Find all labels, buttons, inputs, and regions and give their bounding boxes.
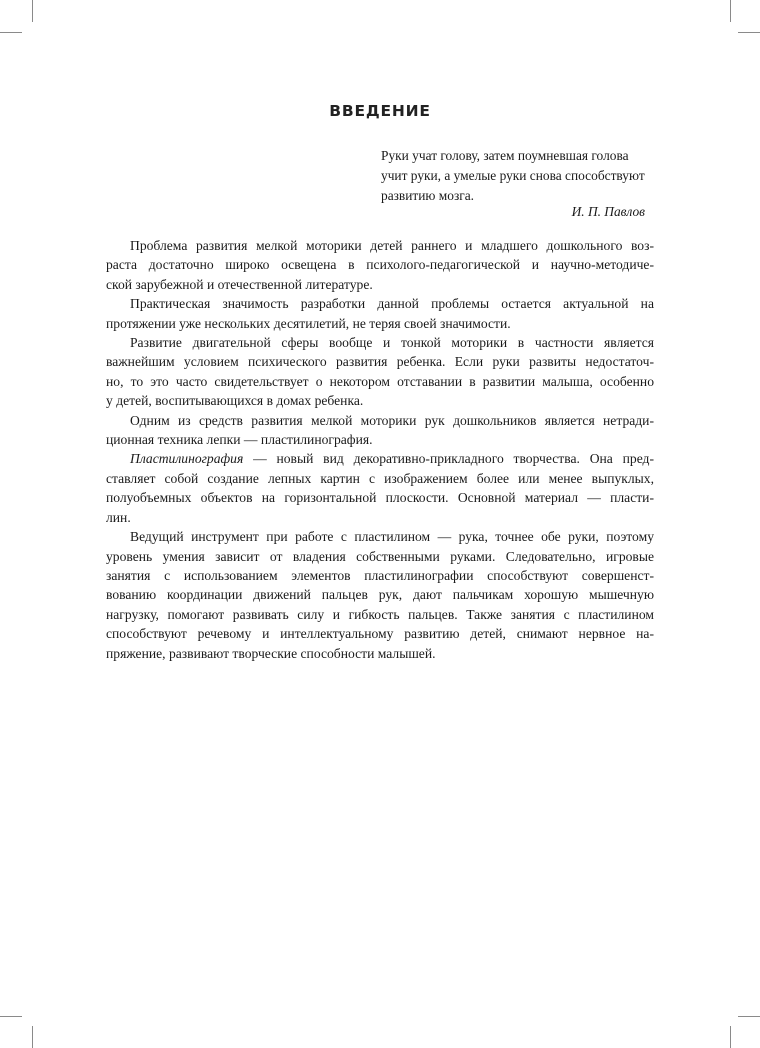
text-line: уровень умения зависит от владения собственными руками. Следовательно, игровые bbox=[106, 548, 654, 564]
text-line: занятия с использованием элементов пластилинографии способствуют совершенст- bbox=[106, 567, 654, 583]
text-line: Одним из средств развития мелкой моторики рук дошкольников является нетради- bbox=[130, 412, 654, 428]
text-line: Ведущий инструмент при работе с пластилином — рука, точнее обе руки, поэтому bbox=[130, 529, 654, 545]
text-line: нагрузку, помогают развивать силу и гибкость пальцев. Также занятия с пластилином bbox=[106, 606, 654, 622]
crop-mark-top-left-h bbox=[0, 32, 22, 33]
crop-mark-top-right bbox=[730, 0, 731, 22]
text-line-rest: — новый вид декоративно-прикладного творчества. Она пред- bbox=[253, 451, 654, 467]
crop-mark-top-left bbox=[32, 0, 33, 22]
epigraph-line: развитию мозга. bbox=[381, 188, 475, 203]
text-line: важнейшим условием психического развития ребенка. Если руки развиты недостаточ- bbox=[106, 354, 654, 370]
text-line: ционная техника лепки — пластилинография. bbox=[106, 432, 373, 448]
text-line: раста достаточно широко освещена в психолого-педагогической и научно-методиче- bbox=[106, 257, 654, 273]
epigraph-line: Руки учат голову, затем поумневшая голова bbox=[381, 148, 629, 163]
paragraph bbox=[106, 449, 654, 527]
paragraph bbox=[106, 527, 654, 663]
text-line: ской зарубежной и отечественной литературе. bbox=[106, 276, 373, 292]
epigraph-line: учит руки, а умелые руки снова способствуют bbox=[381, 168, 645, 183]
text-line bbox=[106, 449, 654, 468]
text-line: лин. bbox=[106, 509, 131, 525]
body-text bbox=[106, 236, 654, 663]
page-title: ВВЕДЕНИЕ bbox=[329, 102, 431, 120]
epigraph bbox=[381, 146, 649, 206]
crop-mark-top-right-h bbox=[738, 32, 760, 33]
crop-mark-bottom-left-h bbox=[0, 1016, 22, 1017]
paragraph bbox=[106, 294, 654, 333]
text-line: Практическая значимость разработки данной проблемы остается актуальной на bbox=[130, 296, 654, 312]
paragraph bbox=[106, 333, 654, 411]
text-line: ставляет собой создание лепных картин с изображением более или менее выпуклых, bbox=[106, 470, 654, 486]
crop-mark-bottom-right bbox=[730, 1026, 731, 1048]
epigraph-author: И. П. Павлов bbox=[571, 204, 645, 219]
crop-mark-bottom-left bbox=[32, 1026, 33, 1048]
text-line: но, то это часто свидетельствует о некотором отставании в развитии малыша, особенно bbox=[106, 373, 654, 389]
text-line: протяжении уже нескольких десятилетий, не теряя своей значимости. bbox=[106, 315, 511, 331]
paragraph bbox=[106, 411, 654, 450]
text-line: полуобъемных объектов на горизонтальной плоскости. Основной материал — пласти- bbox=[106, 490, 654, 506]
text-line: пряжение, развивают творческие способности малышей. bbox=[106, 645, 436, 661]
text-line: Проблема развития мелкой моторики детей раннего и младшего дошкольного воз- bbox=[130, 238, 654, 253]
text-line: у детей, воспитывающихся в домах ребенка. bbox=[106, 393, 364, 409]
crop-mark-bottom-right-h bbox=[738, 1016, 760, 1017]
text-line: способствуют речевому и интеллектуальному развитию детей, снимают нервное на- bbox=[106, 626, 654, 642]
emphasis-term: Пластилинография bbox=[130, 451, 244, 467]
paragraph bbox=[106, 236, 654, 294]
text-line: вованию координации движений пальцев рук, дают пальчикам хорошую мышечную bbox=[106, 587, 654, 603]
text-line: Развитие двигательной сферы вообще и тонкой моторики в частности является bbox=[130, 335, 654, 351]
